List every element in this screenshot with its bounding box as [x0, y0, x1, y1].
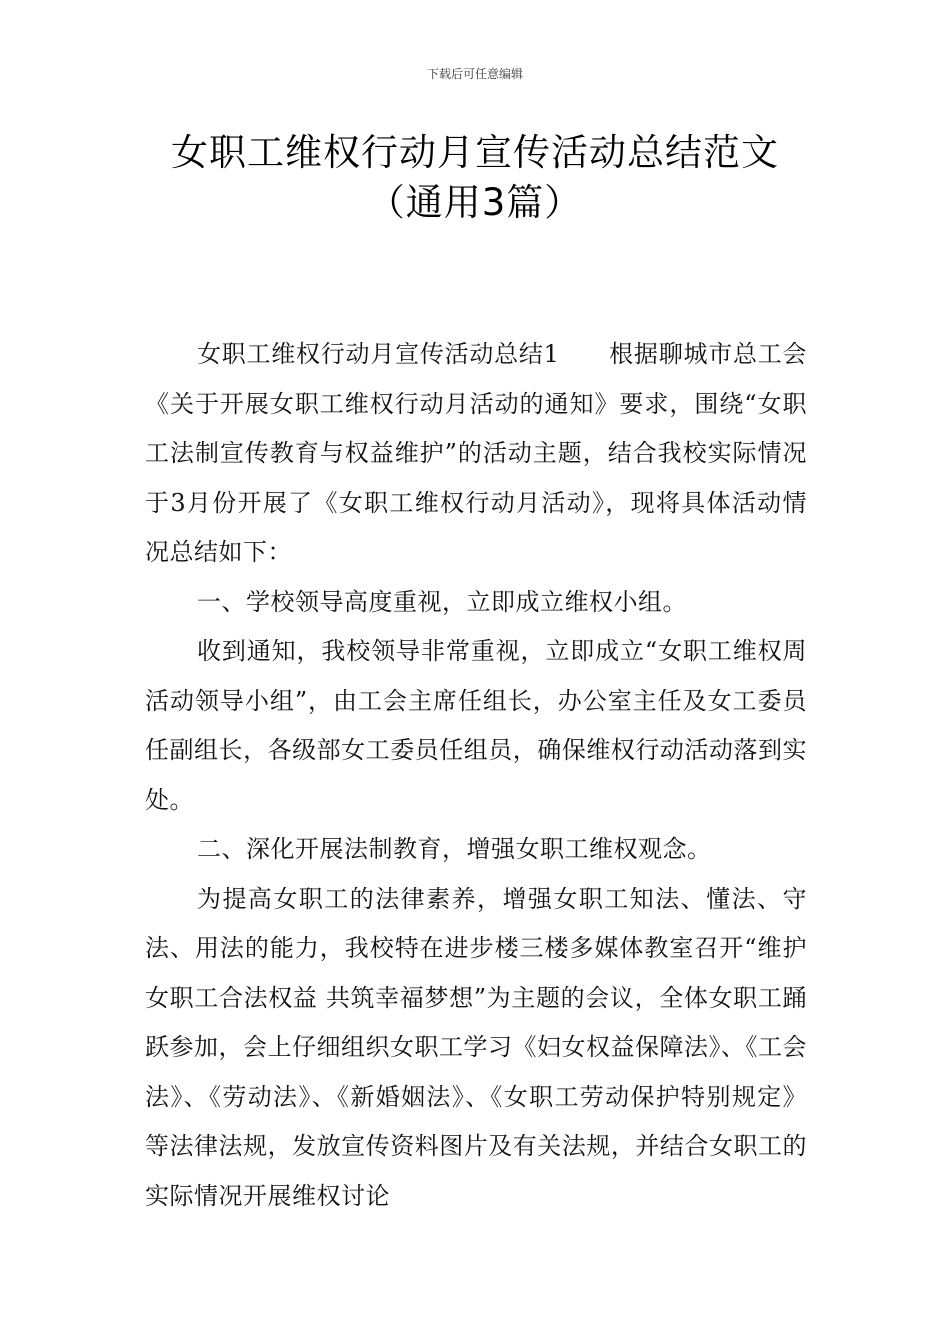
document-body [145, 330, 807, 1221]
header-note: 下载后可任意编辑 [426, 67, 523, 81]
paragraph-section-2-heading: 二、深化开展法制教育，增强女职工维权观念。 [197, 835, 712, 863]
paragraph-section-1-body: 收到通知，我校领导非常重视，立即成立“女职工维权周活动领导小组”，由工会主席任组长，办公室主任及女工委员任副组长，各级部女工委员任组员，确保维权行动活动落到实处。 [145, 637, 807, 814]
paragraph-intro: 女职工维权行动月宣传活动总结1 根据聊城市总工会《关于开展女职工维权行动月活动的通知》要求，围绕“女职工法制宣传教育与权益维护”的活动主题，结合我校实际情况于3月份开展了《女职工维权行动月活动》，现将具体活动情况总结如下： [145, 340, 807, 566]
paragraph-section-1-heading: 一、学校领导高度重视，立即成立维权小组。 [197, 587, 687, 616]
document-title: 女职工维权行动月宣传活动总结范文（通用3篇） [171, 131, 779, 224]
paragraph-section-2-body: 为提高女职工的法律素养，增强女职工知法、懂法、守法、用法的能力，我校特在进步楼三楼多媒体教室召开“维护女职工合法权益 共筑幸福梦想”为主题的会议，全体女职工踊跃参加，会上仔细组织女职工学习《妇女权益保障法》、《工会法》、《劳动法》、《新婚姻法》、《女职工劳动保护特别规定》等法律法规，发放宣传资料图片及有关法规，并结合女职工的实际情况开展维权讨论 [145, 884, 807, 1210]
